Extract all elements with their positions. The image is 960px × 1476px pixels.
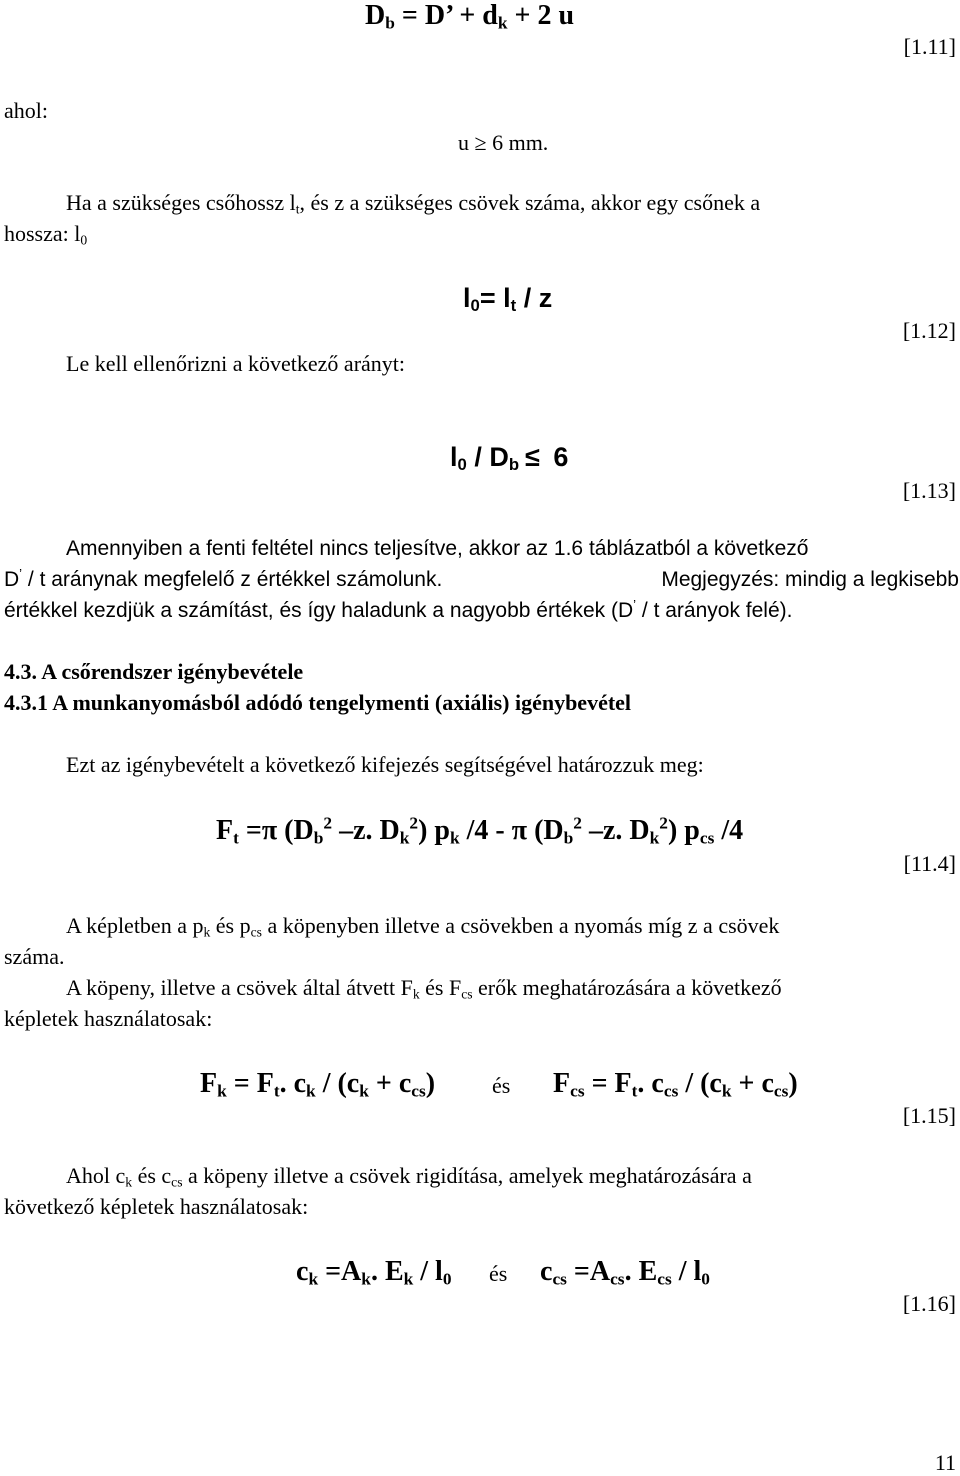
equation-number: [1.11] xyxy=(903,34,956,59)
paragraph-line: következő képletek használatosak: xyxy=(4,1194,309,1219)
equation-number: [1.16] xyxy=(902,1291,956,1316)
paragraph-line: hossza: $l_0$ xyxy=(4,221,88,248)
text-line: Le kell ellenőrizni a következő arányt: xyxy=(66,351,406,376)
equation-1-15-right: $F_{cs} = F_t$. $c_{cs} / (c_k + c_{cs})$ xyxy=(553,1068,798,1101)
equation-1-13: $l_0 / D_b \le 6$ xyxy=(450,442,569,475)
paragraph-line: Amennyiben a fenti feltétel nincs teljesítve, akkor az 1.6 táblázatból a következő xyxy=(66,537,809,560)
section-heading: 4.3. A csőrendszer igénybevétele xyxy=(4,659,304,684)
equation-conjunction: és xyxy=(492,1073,511,1098)
equation-number: [1.13] xyxy=(902,478,956,503)
page-number: 11 xyxy=(934,1450,956,1475)
paragraph-line: száma. xyxy=(4,944,65,969)
equation-11-4: $F_t =\pi$ ($D_b^2$ –z. $D_k^2$) $p_k$ /4 - π ($D_b^2$ –z. $D_k^2$) $p_{cs}$ /4 xyxy=(216,813,744,848)
equation-1-11: $D_b = D$’ + $d_k + 2$ u xyxy=(365,0,575,33)
text-line: Ezt az igénybevételt a következő kifejezés segítségével határozzuk meg: xyxy=(66,752,704,777)
equation-number: [1.12] xyxy=(902,318,956,343)
paragraph-line: D’ / t aránynak megfelelő z értékkel számolunk. Megjegyzés: mindig a legkisebb xyxy=(4,566,959,591)
equation-conjunction: és xyxy=(489,1261,508,1286)
paragraph-line: értékkel kezdjük a számítást, és így haladunk a nagyobb értékek (D’ / t arányok felé). xyxy=(4,597,793,622)
paragraph-line: képletek használatosak: xyxy=(4,1006,213,1031)
text-line: ahol: xyxy=(4,98,48,123)
paragraph-line: Ahol $c_k$ és $c_{cs}$ a köpeny illetve a csövek rigidítása, amelyek meghatározására a xyxy=(66,1163,752,1190)
equation-number: [11.4] xyxy=(903,851,956,876)
equation-1-15-left: $F_k = F_t$. $c_k / (c_k + c_{cs})$ xyxy=(200,1068,436,1101)
paragraph-line: Ha a szükséges csőhossz $l_t$, és z a szükséges csövek száma, akkor egy csőnek a xyxy=(66,190,761,217)
equation-1-12: $l_0= l_t / z$ xyxy=(463,283,553,316)
equation-1-16-left: $c_k =A_k$. $E_k / l_0$ xyxy=(296,1256,452,1289)
equation-1-16-right: $c_{cs} =A_{cs}$. $E_{cs} / l_0$ xyxy=(540,1256,710,1289)
condition-line: u ≥ 6 mm. xyxy=(458,130,549,155)
equation-number: [1.15] xyxy=(902,1103,956,1128)
paragraph-line: A képletben a $p_k$ és $p_{cs}$ a köpenyben illetve a csövekben a nyomás míg z a csövek xyxy=(66,913,780,940)
paragraph-line: A köpeny, illetve a csövek által átvett $F_k$ és $F_{cs}$ erők meghatározására a következő xyxy=(66,975,782,1002)
subsection-heading: 4.3.1 A munkanyomásból adódó tengelymenti (axiális) igénybevétel xyxy=(4,690,632,715)
